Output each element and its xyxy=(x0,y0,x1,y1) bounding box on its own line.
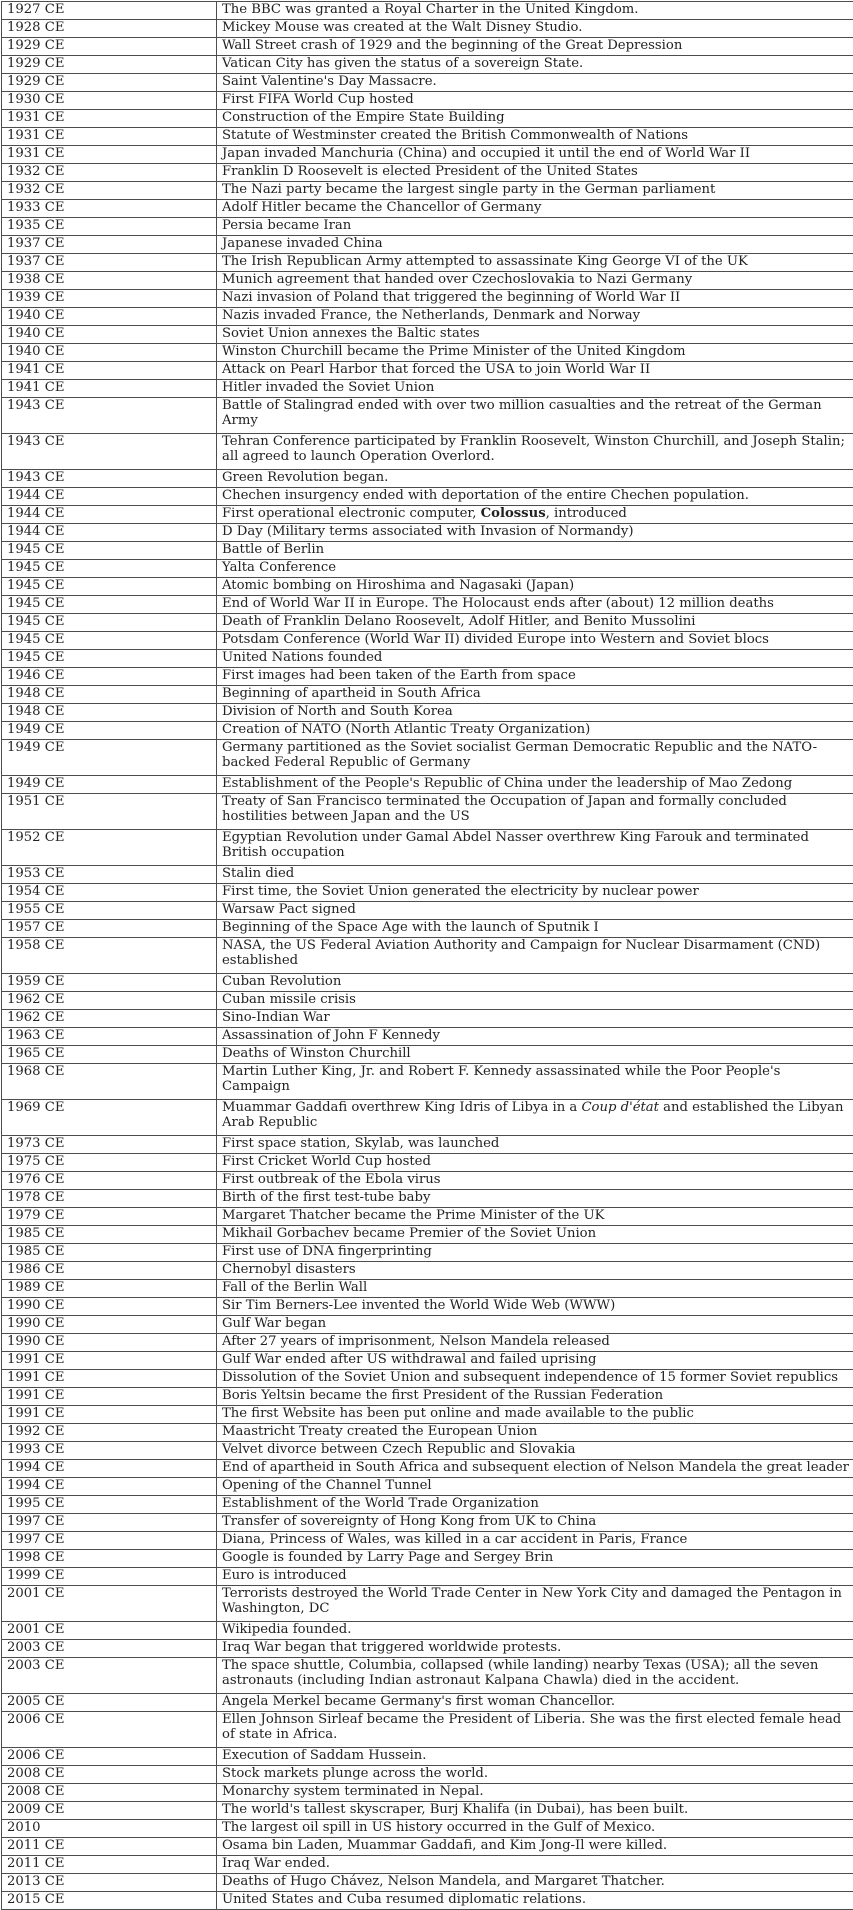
table-row xyxy=(2,254,853,272)
year-cell: 1943 CE xyxy=(2,470,217,488)
event-cell: Cuban Revolution xyxy=(217,974,853,992)
event-cell: Franklin D Roosevelt is elected President of the United States xyxy=(217,164,853,182)
event-cell: Division of North and South Korea xyxy=(217,704,853,722)
table-row xyxy=(2,146,853,164)
table-row xyxy=(2,794,853,830)
year-cell: 1949 CE xyxy=(2,776,217,794)
table-row xyxy=(2,650,853,668)
table-row xyxy=(2,1406,853,1424)
event-text: , introduced xyxy=(546,506,627,521)
table-row xyxy=(2,272,853,290)
event-cell: The world's tallest skyscraper, Burj Khalifa (in Dubai), has been built. xyxy=(217,1802,853,1820)
year-cell: 1929 CE xyxy=(2,38,217,56)
table-row xyxy=(2,326,853,344)
event-cell: After 27 years of imprisonment, Nelson Mandela released xyxy=(217,1334,853,1352)
year-cell: 1933 CE xyxy=(2,200,217,218)
table-row xyxy=(2,182,853,200)
year-cell: 1949 CE xyxy=(2,740,217,776)
year-cell: 2011 CE xyxy=(2,1856,217,1874)
table-row xyxy=(2,740,853,776)
event-cell: Opening of the Channel Tunnel xyxy=(217,1478,853,1496)
table-row xyxy=(2,2,853,20)
event-cell: Statute of Westminster created the British Commonwealth of Nations xyxy=(217,128,853,146)
table-row xyxy=(2,1172,853,1190)
year-cell: 1940 CE xyxy=(2,344,217,362)
year-cell: 1994 CE xyxy=(2,1478,217,1496)
event-cell: Maastricht Treaty created the European Union xyxy=(217,1424,853,1442)
table-row xyxy=(2,200,853,218)
table-row xyxy=(2,1820,853,1838)
event-cell: Chechen insurgency ended with deportation of the entire Chechen population. xyxy=(217,488,853,506)
year-cell: 1932 CE xyxy=(2,182,217,200)
year-cell: 1935 CE xyxy=(2,218,217,236)
event-cell: Sir Tim Berners-Lee invented the World Wide Web (WWW) xyxy=(217,1298,853,1316)
table-row xyxy=(2,470,853,488)
table-row xyxy=(2,902,853,920)
year-cell: 1962 CE xyxy=(2,992,217,1010)
year-cell: 2006 CE xyxy=(2,1712,217,1748)
event-cell: Treaty of San Francisco terminated the Occupation of Japan and formally concluded hostilities between Japan and the US xyxy=(217,794,853,830)
table-row xyxy=(2,1154,853,1172)
table-row xyxy=(2,1226,853,1244)
year-cell: 1945 CE xyxy=(2,650,217,668)
table-row xyxy=(2,1694,853,1712)
event-cell: United States and Cuba resumed diplomatic relations. xyxy=(217,1892,853,1910)
table-row xyxy=(2,1028,853,1046)
event-cell: Battle of Stalingrad ended with over two million casualties and the retreat of the German Army xyxy=(217,398,853,434)
year-cell: 1927 CE xyxy=(2,2,217,20)
year-cell: 1943 CE xyxy=(2,434,217,470)
year-cell: 1941 CE xyxy=(2,362,217,380)
event-cell: Iraq War began that triggered worldwide protests. xyxy=(217,1640,853,1658)
event-cell: Fall of the Berlin Wall xyxy=(217,1280,853,1298)
event-cell: The Nazi party became the largest single party in the German parliament xyxy=(217,182,853,200)
event-cell: Wikipedia founded. xyxy=(217,1622,853,1640)
year-cell: 1999 CE xyxy=(2,1568,217,1586)
year-cell: 1945 CE xyxy=(2,542,217,560)
event-cell: Stock markets plunge across the world. xyxy=(217,1766,853,1784)
table-row xyxy=(2,614,853,632)
year-cell: 1932 CE xyxy=(2,164,217,182)
year-cell: 1973 CE xyxy=(2,1136,217,1154)
event-cell: Google is founded by Larry Page and Sergey Brin xyxy=(217,1550,853,1568)
event-cell: Egyptian Revolution under Gamal Abdel Nasser overthrew King Farouk and terminated British occupation xyxy=(217,830,853,866)
event-cell: Gulf War began xyxy=(217,1316,853,1334)
event-cell: Persia became Iran xyxy=(217,218,853,236)
event-cell: End of apartheid in South Africa and subsequent election of Nelson Mandela the great leader xyxy=(217,1460,853,1478)
event-cell: NASA, the US Federal Aviation Authority and Campaign for Nuclear Disarmament (CND) established xyxy=(217,938,853,974)
year-cell: 1991 CE xyxy=(2,1406,217,1424)
year-cell: 2009 CE xyxy=(2,1802,217,1820)
year-cell: 1953 CE xyxy=(2,866,217,884)
event-cell: Battle of Berlin xyxy=(217,542,853,560)
year-cell: 1945 CE xyxy=(2,578,217,596)
year-cell: 1944 CE xyxy=(2,506,217,524)
event-cell: Dissolution of the Soviet Union and subsequent independence of 15 former Soviet republics xyxy=(217,1370,853,1388)
year-cell: 2008 CE xyxy=(2,1766,217,1784)
event-emphasis-bold: Colossus xyxy=(481,506,546,521)
table-row xyxy=(2,1136,853,1154)
table-row xyxy=(2,524,853,542)
event-cell: Gulf War ended after US withdrawal and failed uprising xyxy=(217,1352,853,1370)
table-row xyxy=(2,74,853,92)
table-row xyxy=(2,1874,853,1892)
event-cell: Deaths of Hugo Chávez, Nelson Mandela, and Margaret Thatcher. xyxy=(217,1874,853,1892)
table-row xyxy=(2,1046,853,1064)
event-cell: Tehran Conference participated by Franklin Roosevelt, Winston Churchill, and Joseph Stalin; all agreed to launch Operation Overlord. xyxy=(217,434,853,470)
year-cell: 1930 CE xyxy=(2,92,217,110)
year-cell: 1945 CE xyxy=(2,596,217,614)
year-cell: 1990 CE xyxy=(2,1334,217,1352)
year-cell: 2005 CE xyxy=(2,1694,217,1712)
year-cell: 2010 xyxy=(2,1820,217,1838)
year-cell: 1985 CE xyxy=(2,1226,217,1244)
year-cell: 1991 CE xyxy=(2,1370,217,1388)
table-row xyxy=(2,578,853,596)
year-cell: 1937 CE xyxy=(2,254,217,272)
event-cell: First use of DNA fingerprinting xyxy=(217,1244,853,1262)
event-cell: First time, the Soviet Union generated the electricity by nuclear power xyxy=(217,884,853,902)
event-cell: Angela Merkel became Germany's first woman Chancellor. xyxy=(217,1694,853,1712)
table-row xyxy=(2,938,853,974)
year-cell: 1940 CE xyxy=(2,308,217,326)
event-cell: Potsdam Conference (World War II) divided Europe into Western and Soviet blocs xyxy=(217,632,853,650)
year-cell: 1979 CE xyxy=(2,1208,217,1226)
table-row xyxy=(2,1784,853,1802)
event-cell: First space station, Skylab, was launched xyxy=(217,1136,853,1154)
table-row xyxy=(2,1100,853,1136)
event-cell: Ellen Johnson Sirleaf became the President of Liberia. She was the first elected female head of state in Africa. xyxy=(217,1712,853,1748)
event-cell: Sino-Indian War xyxy=(217,1010,853,1028)
year-cell: 1985 CE xyxy=(2,1244,217,1262)
table-row xyxy=(2,290,853,308)
table-row xyxy=(2,704,853,722)
event-cell: Winston Churchill became the Prime Minister of the United Kingdom xyxy=(217,344,853,362)
event-cell: Nazis invaded France, the Netherlands, Denmark and Norway xyxy=(217,308,853,326)
table-row xyxy=(2,344,853,362)
table-row xyxy=(2,380,853,398)
event-cell: Margaret Thatcher became the Prime Minister of the UK xyxy=(217,1208,853,1226)
event-cell xyxy=(217,506,853,524)
year-cell: 1945 CE xyxy=(2,632,217,650)
table-row xyxy=(2,1280,853,1298)
table-row xyxy=(2,1208,853,1226)
year-cell: 1945 CE xyxy=(2,614,217,632)
table-row xyxy=(2,668,853,686)
event-cell: Hitler invaded the Soviet Union xyxy=(217,380,853,398)
year-cell: 2006 CE xyxy=(2,1748,217,1766)
event-cell: The Irish Republican Army attempted to assassinate King George VI of the UK xyxy=(217,254,853,272)
year-cell: 1997 CE xyxy=(2,1532,217,1550)
table-row xyxy=(2,1838,853,1856)
year-cell: 2003 CE xyxy=(2,1658,217,1694)
year-cell: 1948 CE xyxy=(2,686,217,704)
event-text: Muammar Gaddafi overthrew King Idris of Libya in a xyxy=(222,1100,581,1115)
event-cell: Attack on Pearl Harbor that forced the USA to join World War II xyxy=(217,362,853,380)
event-cell: Establishment of the People's Republic of China under the leadership of Mao Zedong xyxy=(217,776,853,794)
event-cell: Japan invaded Manchuria (China) and occupied it until the end of World War II xyxy=(217,146,853,164)
event-cell: The first Website has been put online and made available to the public xyxy=(217,1406,853,1424)
table-row xyxy=(2,38,853,56)
year-cell: 1991 CE xyxy=(2,1388,217,1406)
event-cell: Japanese invaded China xyxy=(217,236,853,254)
year-cell: 1931 CE xyxy=(2,110,217,128)
event-cell: End of World War II in Europe. The Holocaust ends after (about) 12 million deaths xyxy=(217,596,853,614)
event-cell: Stalin died xyxy=(217,866,853,884)
table-row xyxy=(2,110,853,128)
event-cell: Diana, Princess of Wales, was killed in a car accident in Paris, France xyxy=(217,1532,853,1550)
table-row xyxy=(2,1370,853,1388)
event-cell: Chernobyl disasters xyxy=(217,1262,853,1280)
event-cell: Adolf Hitler became the Chancellor of Germany xyxy=(217,200,853,218)
year-cell: 1937 CE xyxy=(2,236,217,254)
event-cell: Yalta Conference xyxy=(217,560,853,578)
year-cell: 2011 CE xyxy=(2,1838,217,1856)
table-row xyxy=(2,1442,853,1460)
table-row xyxy=(2,128,853,146)
event-cell: Birth of the first test-tube baby xyxy=(217,1190,853,1208)
year-cell: 1975 CE xyxy=(2,1154,217,1172)
table-row xyxy=(2,560,853,578)
year-cell: 1969 CE xyxy=(2,1100,217,1136)
table-row xyxy=(2,1586,853,1622)
year-cell: 1952 CE xyxy=(2,830,217,866)
table-row xyxy=(2,1064,853,1100)
year-cell: 1963 CE xyxy=(2,1028,217,1046)
table-row xyxy=(2,1334,853,1352)
table-row xyxy=(2,992,853,1010)
year-cell: 1994 CE xyxy=(2,1460,217,1478)
event-cell: Boris Yeltsin became the first President of the Russian Federation xyxy=(217,1388,853,1406)
event-cell: D Day (Military terms associated with Invasion of Normandy) xyxy=(217,524,853,542)
table-row xyxy=(2,1712,853,1748)
event-cell: Martin Luther King, Jr. and Robert F. Kennedy assassinated while the Poor People's Campaign xyxy=(217,1064,853,1100)
table-row xyxy=(2,92,853,110)
event-text: and established the Libyan Arab Republic xyxy=(222,1100,843,1130)
event-cell: Terrorists destroyed the World Trade Center in New York City and damaged the Pentagon in Washington, DC xyxy=(217,1586,853,1622)
table-row xyxy=(2,1622,853,1640)
table-row xyxy=(2,1658,853,1694)
table-row xyxy=(2,1460,853,1478)
year-cell: 2001 CE xyxy=(2,1622,217,1640)
year-cell: 1943 CE xyxy=(2,398,217,434)
table-row xyxy=(2,1766,853,1784)
year-cell: 1965 CE xyxy=(2,1046,217,1064)
event-cell: First FIFA World Cup hosted xyxy=(217,92,853,110)
year-cell: 2008 CE xyxy=(2,1784,217,1802)
table-row xyxy=(2,920,853,938)
year-cell: 1939 CE xyxy=(2,290,217,308)
event-cell: Warsaw Pact signed xyxy=(217,902,853,920)
year-cell: 1998 CE xyxy=(2,1550,217,1568)
table-row xyxy=(2,1478,853,1496)
year-cell: 2003 CE xyxy=(2,1640,217,1658)
year-cell: 1948 CE xyxy=(2,704,217,722)
year-cell: 1968 CE xyxy=(2,1064,217,1100)
event-cell: The BBC was granted a Royal Charter in the United Kingdom. xyxy=(217,2,853,20)
table-row xyxy=(2,362,853,380)
year-cell: 1929 CE xyxy=(2,74,217,92)
event-cell: Construction of the Empire State Building xyxy=(217,110,853,128)
event-cell: Beginning of apartheid in South Africa xyxy=(217,686,853,704)
year-cell: 1989 CE xyxy=(2,1280,217,1298)
event-cell: The largest oil spill in US history occurred in the Gulf of Mexico. xyxy=(217,1820,853,1838)
table-row xyxy=(2,974,853,992)
year-cell: 1997 CE xyxy=(2,1514,217,1532)
year-cell: 1962 CE xyxy=(2,1010,217,1028)
year-cell: 1951 CE xyxy=(2,794,217,830)
table-row xyxy=(2,1532,853,1550)
event-cell: United Nations founded xyxy=(217,650,853,668)
timeline-body xyxy=(2,2,853,1910)
year-cell: 1931 CE xyxy=(2,128,217,146)
event-cell: Beginning of the Space Age with the launch of Sputnik I xyxy=(217,920,853,938)
table-row xyxy=(2,20,853,38)
event-cell: Execution of Saddam Hussein. xyxy=(217,1748,853,1766)
event-cell: First Cricket World Cup hosted xyxy=(217,1154,853,1172)
event-cell: First images had been taken of the Earth from space xyxy=(217,668,853,686)
table-row xyxy=(2,776,853,794)
year-cell: 1949 CE xyxy=(2,722,217,740)
year-cell: 1931 CE xyxy=(2,146,217,164)
year-cell: 1938 CE xyxy=(2,272,217,290)
table-row xyxy=(2,1424,853,1442)
year-cell: 1978 CE xyxy=(2,1190,217,1208)
year-cell: 2015 CE xyxy=(2,1892,217,1910)
event-cell: Green Revolution began. xyxy=(217,470,853,488)
table-row xyxy=(2,1388,853,1406)
table-row xyxy=(2,1352,853,1370)
year-cell: 1928 CE xyxy=(2,20,217,38)
event-cell: The space shuttle, Columbia, collapsed (while landing) nearby Texas (USA); all the seven astronauts (including Indian astronaut Kalpana Chawla) died in the accident. xyxy=(217,1658,853,1694)
event-cell: Wall Street crash of 1929 and the beginning of the Great Depression xyxy=(217,38,853,56)
year-cell: 1945 CE xyxy=(2,560,217,578)
event-cell: Soviet Union annexes the Baltic states xyxy=(217,326,853,344)
table-row xyxy=(2,164,853,182)
year-cell: 1959 CE xyxy=(2,974,217,992)
year-cell: 2013 CE xyxy=(2,1874,217,1892)
event-cell: Transfer of sovereignty of Hong Kong from UK to China xyxy=(217,1514,853,1532)
event-text: First operational electronic computer, xyxy=(222,506,481,521)
year-cell: 1929 CE xyxy=(2,56,217,74)
year-cell: 1941 CE xyxy=(2,380,217,398)
event-cell: Mickey Mouse was created at the Walt Disney Studio. xyxy=(217,20,853,38)
year-cell: 1957 CE xyxy=(2,920,217,938)
year-cell: 1986 CE xyxy=(2,1262,217,1280)
event-cell: Atomic bombing on Hiroshima and Nagasaki (Japan) xyxy=(217,578,853,596)
event-cell: Deaths of Winston Churchill xyxy=(217,1046,853,1064)
event-cell: Munich agreement that handed over Czechoslovakia to Nazi Germany xyxy=(217,272,853,290)
year-cell: 1944 CE xyxy=(2,524,217,542)
table-row xyxy=(2,1244,853,1262)
table-row xyxy=(2,596,853,614)
year-cell: 1955 CE xyxy=(2,902,217,920)
table-row xyxy=(2,236,853,254)
table-row xyxy=(2,1802,853,1820)
event-cell: Iraq War ended. xyxy=(217,1856,853,1874)
year-cell: 1946 CE xyxy=(2,668,217,686)
event-cell: Germany partitioned as the Soviet socialist German Democratic Republic and the NATO-backed Federal Republic of Germany xyxy=(217,740,853,776)
table-row xyxy=(2,1550,853,1568)
event-cell xyxy=(217,1100,853,1136)
table-row xyxy=(2,1856,853,1874)
table-row xyxy=(2,308,853,326)
table-row xyxy=(2,1262,853,1280)
table-row xyxy=(2,866,853,884)
table-row xyxy=(2,1892,853,1910)
table-row xyxy=(2,542,853,560)
table-row xyxy=(2,1514,853,1532)
event-cell: Nazi invasion of Poland that triggered the beginning of World War II xyxy=(217,290,853,308)
year-cell: 1990 CE xyxy=(2,1298,217,1316)
event-cell: Creation of NATO (North Atlantic Treaty Organization) xyxy=(217,722,853,740)
event-cell: Assassination of John F Kennedy xyxy=(217,1028,853,1046)
table-row xyxy=(2,632,853,650)
event-cell: Velvet divorce between Czech Republic and Slovakia xyxy=(217,1442,853,1460)
table-row xyxy=(2,884,853,902)
year-cell: 1940 CE xyxy=(2,326,217,344)
year-cell: 1992 CE xyxy=(2,1424,217,1442)
event-cell: Euro is introduced xyxy=(217,1568,853,1586)
table-row xyxy=(2,398,853,434)
table-row xyxy=(2,1316,853,1334)
event-cell: Osama bin Laden, Muammar Gaddafi, and Kim Jong-Il were killed. xyxy=(217,1838,853,1856)
table-row xyxy=(2,1010,853,1028)
table-row xyxy=(2,722,853,740)
year-cell: 2001 CE xyxy=(2,1586,217,1622)
table-row xyxy=(2,1190,853,1208)
year-cell: 1990 CE xyxy=(2,1316,217,1334)
table-row xyxy=(2,56,853,74)
year-cell: 1995 CE xyxy=(2,1496,217,1514)
year-cell: 1991 CE xyxy=(2,1352,217,1370)
year-cell: 1976 CE xyxy=(2,1172,217,1190)
table-row xyxy=(2,488,853,506)
table-row xyxy=(2,1496,853,1514)
year-cell: 1993 CE xyxy=(2,1442,217,1460)
table-row xyxy=(2,1568,853,1586)
table-row xyxy=(2,506,853,524)
table-row xyxy=(2,434,853,470)
table-row xyxy=(2,830,853,866)
table-row xyxy=(2,686,853,704)
event-cell: Cuban missile crisis xyxy=(217,992,853,1010)
year-cell: 1944 CE xyxy=(2,488,217,506)
event-cell: Mikhail Gorbachev became Premier of the Soviet Union xyxy=(217,1226,853,1244)
table-row xyxy=(2,1640,853,1658)
table-row xyxy=(2,218,853,236)
event-cell: Saint Valentine's Day Massacre. xyxy=(217,74,853,92)
year-cell: 1958 CE xyxy=(2,938,217,974)
event-cell: Monarchy system terminated in Nepal. xyxy=(217,1784,853,1802)
year-cell: 1954 CE xyxy=(2,884,217,902)
event-cell: First outbreak of the Ebola virus xyxy=(217,1172,853,1190)
event-cell: Death of Franklin Delano Roosevelt, Adolf Hitler, and Benito Mussolini xyxy=(217,614,853,632)
event-cell: Establishment of the World Trade Organization xyxy=(217,1496,853,1514)
event-cell: Vatican City has given the status of a sovereign State. xyxy=(217,56,853,74)
timeline-table xyxy=(1,1,853,1910)
table-row xyxy=(2,1748,853,1766)
table-row xyxy=(2,1298,853,1316)
event-emphasis-italic: Coup d'état xyxy=(581,1100,659,1115)
